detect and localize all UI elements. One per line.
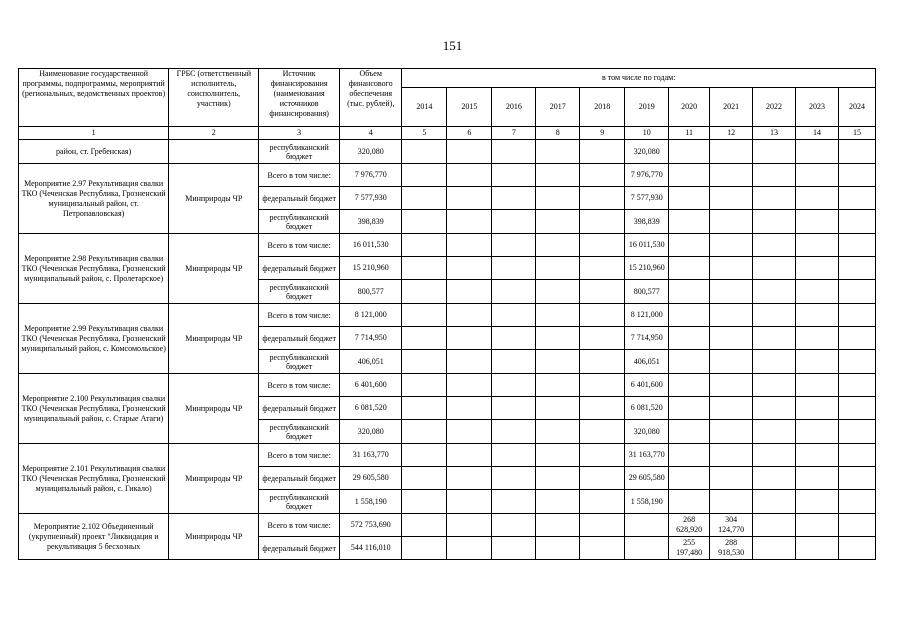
column-number: 15 [838, 127, 875, 140]
year-amount [669, 164, 710, 187]
year-amount [447, 444, 492, 467]
year-amount [536, 304, 580, 327]
year-amount [402, 164, 447, 187]
year-header: 2020 [669, 88, 710, 127]
year-amount [492, 164, 536, 187]
year-amount [710, 187, 753, 210]
year-header: 2017 [536, 88, 580, 127]
year-amount [795, 140, 838, 164]
year-amount [447, 467, 492, 490]
year-amount [492, 467, 536, 490]
total-amount: 29 605,580 [340, 467, 402, 490]
total-amount: 7 976,770 [340, 164, 402, 187]
year-amount [795, 514, 838, 537]
year-amount [795, 234, 838, 257]
year-amount [492, 257, 536, 280]
year-amount [492, 210, 536, 234]
year-amount [669, 280, 710, 304]
year-amount [580, 374, 625, 397]
year-amount [447, 164, 492, 187]
year-amount [753, 187, 796, 210]
year-amount [402, 280, 447, 304]
activity-name: Мероприятие 2.101 Рекультивация свалки ТКО (Чеченская Республика, Грозненский муниципальный район, с. Гикало) [19, 444, 169, 514]
year-amount [402, 490, 447, 514]
year-amount [536, 537, 580, 560]
funding-source: федеральный бюджет [259, 397, 340, 420]
year-amount [492, 327, 536, 350]
column-number: 4 [340, 127, 402, 140]
table-row [19, 164, 876, 187]
year-header: 2014 [402, 88, 447, 127]
year-amount [753, 420, 796, 444]
year-amount [753, 537, 796, 560]
year-amount [753, 280, 796, 304]
column-number: 13 [753, 127, 796, 140]
funding-source: федеральный бюджет [259, 467, 340, 490]
column-number: 12 [710, 127, 753, 140]
year-amount [753, 374, 796, 397]
year-amount [753, 490, 796, 514]
total-amount: 6 401,600 [340, 374, 402, 397]
year-amount [536, 397, 580, 420]
year-amount [710, 350, 753, 374]
year-amount [402, 514, 447, 537]
table-row [19, 444, 876, 467]
year-amount [492, 514, 536, 537]
funding-source: федеральный бюджет [259, 327, 340, 350]
year-amount [402, 374, 447, 397]
column-numbers-row [19, 127, 876, 140]
year-amount [492, 234, 536, 257]
column-number: 1 [19, 127, 169, 140]
year-amount [753, 210, 796, 234]
total-amount: 7 577,930 [340, 187, 402, 210]
year-amount [402, 444, 447, 467]
year-amount [447, 350, 492, 374]
year-amount [710, 257, 753, 280]
year-amount [580, 140, 625, 164]
year-amount [710, 327, 753, 350]
year-amount [795, 537, 838, 560]
year-amount: 8 121,000 [625, 304, 669, 327]
header-grbs: ГРБС (ответственный исполнитель, соисполнитель, участник) [169, 69, 259, 127]
year-amount [536, 187, 580, 210]
table-body [19, 140, 876, 560]
year-amount [580, 420, 625, 444]
year-header: 2018 [580, 88, 625, 127]
year-header: 2015 [447, 88, 492, 127]
year-amount [795, 304, 838, 327]
year-amount [402, 350, 447, 374]
funding-source: республиканский бюджет [259, 350, 340, 374]
funding-source: федеральный бюджет [259, 257, 340, 280]
year-amount: 1 558,190 [625, 490, 669, 514]
funding-source: республиканский бюджет [259, 140, 340, 164]
year-amount [753, 234, 796, 257]
year-header: 2024 [838, 88, 875, 127]
year-amount [838, 514, 875, 537]
year-amount [669, 327, 710, 350]
year-amount: 268 628,920 [669, 514, 710, 537]
year-amount [710, 374, 753, 397]
year-amount [795, 444, 838, 467]
year-header: 2022 [753, 88, 796, 127]
year-amount: 304 124,770 [710, 514, 753, 537]
year-amount [753, 444, 796, 467]
header-name: Наименование государственной программы, подпрограммы, мероприятий (региональных, ведомственных проектов) [19, 69, 169, 127]
year-amount [402, 210, 447, 234]
year-amount [492, 187, 536, 210]
year-amount [710, 490, 753, 514]
column-number: 11 [669, 127, 710, 140]
year-amount [536, 234, 580, 257]
year-amount: 6 401,600 [625, 374, 669, 397]
year-amount [710, 444, 753, 467]
year-header: 2019 [625, 88, 669, 127]
year-amount: 29 605,580 [625, 467, 669, 490]
funding-source: Всего в том числе: [259, 514, 340, 537]
year-amount [795, 210, 838, 234]
year-amount [838, 537, 875, 560]
year-amount [753, 514, 796, 537]
year-amount [838, 187, 875, 210]
year-amount [402, 537, 447, 560]
year-amount [580, 327, 625, 350]
year-amount [669, 210, 710, 234]
column-number: 8 [536, 127, 580, 140]
year-amount [838, 327, 875, 350]
year-amount [795, 490, 838, 514]
year-amount [536, 444, 580, 467]
year-amount [753, 140, 796, 164]
table-row [19, 140, 876, 164]
year-amount [402, 467, 447, 490]
activity-name: Мероприятие 2.102 Объединенный (укрупненный) проект "Ликвидация и рекультивация 5 бесхозных [19, 514, 169, 560]
total-amount: 16 011,530 [340, 234, 402, 257]
year-amount: 6 081,520 [625, 397, 669, 420]
year-amount [492, 304, 536, 327]
year-amount [402, 187, 447, 210]
year-amount [492, 397, 536, 420]
year-amount [669, 140, 710, 164]
year-amount [492, 444, 536, 467]
year-amount [402, 140, 447, 164]
year-amount: 406,051 [625, 350, 669, 374]
year-amount [669, 304, 710, 327]
year-amount [710, 420, 753, 444]
year-amount [838, 490, 875, 514]
budget-table [18, 68, 876, 560]
year-amount [536, 140, 580, 164]
year-amount: 31 163,770 [625, 444, 669, 467]
total-amount: 7 714,950 [340, 327, 402, 350]
year-amount [402, 257, 447, 280]
activity-name: Мероприятие 2.98 Рекультивация свалки ТКО (Чеченская Республика, Грозненский муниципальный район, с. Пролетарское) [19, 234, 169, 304]
year-amount [669, 374, 710, 397]
year-amount: 15 210,960 [625, 257, 669, 280]
year-header: 2016 [492, 88, 536, 127]
year-amount [669, 187, 710, 210]
year-amount [838, 374, 875, 397]
column-number: 5 [402, 127, 447, 140]
year-amount [838, 210, 875, 234]
year-amount [402, 420, 447, 444]
column-number: 9 [580, 127, 625, 140]
year-amount [447, 514, 492, 537]
funding-source: республиканский бюджет [259, 490, 340, 514]
year-amount: 7 976,770 [625, 164, 669, 187]
year-amount [669, 467, 710, 490]
total-amount: 406,051 [340, 350, 402, 374]
year-amount [536, 210, 580, 234]
year-amount [580, 164, 625, 187]
year-amount [536, 257, 580, 280]
table-row [19, 304, 876, 327]
year-amount [838, 350, 875, 374]
funding-source: Всего в том числе: [259, 304, 340, 327]
table-row [19, 234, 876, 257]
year-amount [447, 210, 492, 234]
table-row [19, 374, 876, 397]
year-amount [536, 514, 580, 537]
total-amount: 6 081,520 [340, 397, 402, 420]
year-amount [838, 304, 875, 327]
year-amount [710, 164, 753, 187]
year-amount [447, 257, 492, 280]
funding-source: федеральный бюджет [259, 187, 340, 210]
year-amount [580, 257, 625, 280]
total-amount: 320,080 [340, 140, 402, 164]
year-amount [838, 397, 875, 420]
total-amount: 1 558,190 [340, 490, 402, 514]
year-amount [536, 420, 580, 444]
total-amount: 15 210,960 [340, 257, 402, 280]
year-amount [625, 514, 669, 537]
total-amount: 544 116,010 [340, 537, 402, 560]
funding-source: республиканский бюджет [259, 280, 340, 304]
year-amount [753, 164, 796, 187]
year-amount [492, 280, 536, 304]
column-number: 7 [492, 127, 536, 140]
year-amount [402, 327, 447, 350]
funding-source: республиканский бюджет [259, 420, 340, 444]
year-amount [838, 467, 875, 490]
year-amount: 320,080 [625, 140, 669, 164]
year-amount [795, 374, 838, 397]
year-amount [753, 327, 796, 350]
year-amount [492, 374, 536, 397]
year-amount [447, 374, 492, 397]
year-amount [795, 467, 838, 490]
activity-name: район, ст. Гребенская) [19, 140, 169, 164]
year-amount [580, 280, 625, 304]
year-amount [669, 444, 710, 467]
year-amount [795, 280, 838, 304]
year-amount [710, 304, 753, 327]
year-amount [447, 187, 492, 210]
header-volume: Объем финансового обеспечения (тыс. рублей), [340, 69, 402, 127]
year-amount [838, 257, 875, 280]
funding-source: федеральный бюджет [259, 537, 340, 560]
page-number: 151 [442, 38, 463, 53]
year-amount [753, 350, 796, 374]
year-amount [536, 490, 580, 514]
year-amount [447, 397, 492, 420]
year-amount [710, 280, 753, 304]
year-amount [447, 280, 492, 304]
year-amount [580, 490, 625, 514]
year-amount: 7 714,950 [625, 327, 669, 350]
year-amount [580, 444, 625, 467]
year-amount [402, 397, 447, 420]
grbs-cell: Минприроды ЧР [169, 514, 259, 560]
column-number: 10 [625, 127, 669, 140]
year-amount [669, 397, 710, 420]
year-amount [669, 350, 710, 374]
column-number: 14 [795, 127, 838, 140]
activity-name: Мероприятие 2.97 Рекультивация свалки ТКО (Чеченская Республика, Грозненский муниципальный район, ст. Петропавловская) [19, 164, 169, 234]
year-amount [536, 327, 580, 350]
year-amount [492, 420, 536, 444]
year-amount [447, 490, 492, 514]
year-amount [753, 467, 796, 490]
year-amount [447, 140, 492, 164]
year-amount [795, 420, 838, 444]
funding-source: Всего в том числе: [259, 164, 340, 187]
year-amount [669, 234, 710, 257]
year-amount [580, 210, 625, 234]
year-amount [447, 234, 492, 257]
year-amount [669, 420, 710, 444]
year-amount [795, 257, 838, 280]
header-source: Источник финансирования (наименования источников финансирования) [259, 69, 340, 127]
year-amount [447, 327, 492, 350]
year-amount: 320,080 [625, 420, 669, 444]
year-amount [753, 257, 796, 280]
year-header: 2021 [710, 88, 753, 127]
year-amount [795, 397, 838, 420]
grbs-cell: Минприроды ЧР [169, 304, 259, 374]
year-amount [447, 304, 492, 327]
grbs-cell: Минприроды ЧР [169, 234, 259, 304]
table-row [19, 514, 876, 537]
year-amount [710, 210, 753, 234]
year-amount [402, 304, 447, 327]
year-amount [447, 537, 492, 560]
funding-source: Всего в том числе: [259, 374, 340, 397]
year-amount [625, 537, 669, 560]
year-amount [753, 397, 796, 420]
year-amount [795, 327, 838, 350]
year-header: 2023 [795, 88, 838, 127]
year-amount [795, 350, 838, 374]
total-amount: 31 163,770 [340, 444, 402, 467]
total-amount: 800,577 [340, 280, 402, 304]
year-amount [536, 374, 580, 397]
year-amount [580, 397, 625, 420]
year-amount [536, 350, 580, 374]
year-amount [710, 397, 753, 420]
year-amount [669, 490, 710, 514]
year-amount [536, 164, 580, 187]
year-amount: 16 011,530 [625, 234, 669, 257]
year-amount [838, 140, 875, 164]
year-amount [710, 234, 753, 257]
year-amount [580, 187, 625, 210]
year-amount [402, 234, 447, 257]
total-amount: 398,839 [340, 210, 402, 234]
activity-name: Мероприятие 2.99 Рекультивация свалки ТКО (Чеченская Республика, Грозненский муниципальный район, с. Комсомольское) [19, 304, 169, 374]
year-amount [536, 280, 580, 304]
header-by-years: в том числе по годам: [402, 69, 876, 88]
total-amount: 320,080 [340, 420, 402, 444]
year-amount [580, 350, 625, 374]
total-amount: 8 121,000 [340, 304, 402, 327]
grbs-cell: Минприроды ЧР [169, 374, 259, 444]
total-amount: 572 753,690 [340, 514, 402, 537]
year-amount [838, 420, 875, 444]
funding-source: Всего в том числе: [259, 444, 340, 467]
year-amount [580, 234, 625, 257]
year-amount [838, 280, 875, 304]
year-amount [492, 350, 536, 374]
year-amount: 800,577 [625, 280, 669, 304]
year-amount [795, 164, 838, 187]
year-amount: 288 918,530 [710, 537, 753, 560]
year-amount [669, 257, 710, 280]
year-amount [795, 187, 838, 210]
year-amount [580, 514, 625, 537]
year-amount [753, 304, 796, 327]
year-amount [710, 140, 753, 164]
column-number: 2 [169, 127, 259, 140]
year-amount: 398,839 [625, 210, 669, 234]
grbs-cell [169, 140, 259, 164]
funding-source: Всего в том числе: [259, 234, 340, 257]
year-amount [492, 537, 536, 560]
year-amount [580, 537, 625, 560]
year-amount [580, 304, 625, 327]
grbs-cell: Минприроды ЧР [169, 164, 259, 234]
year-amount [492, 490, 536, 514]
year-amount [492, 140, 536, 164]
year-amount [838, 164, 875, 187]
column-number: 3 [259, 127, 340, 140]
year-amount [536, 467, 580, 490]
year-amount [710, 467, 753, 490]
year-amount [580, 467, 625, 490]
year-amount: 255 197,480 [669, 537, 710, 560]
year-amount: 7 577,930 [625, 187, 669, 210]
funding-source: республиканский бюджет [259, 210, 340, 234]
year-amount [447, 420, 492, 444]
grbs-cell: Минприроды ЧР [169, 444, 259, 514]
column-number: 6 [447, 127, 492, 140]
year-amount [838, 234, 875, 257]
activity-name: Мероприятие 2.100 Рекультивация свалки ТКО (Чеченская Республика, Грозненский муниципальный район, с. Старые Атаги) [19, 374, 169, 444]
year-amount [838, 444, 875, 467]
